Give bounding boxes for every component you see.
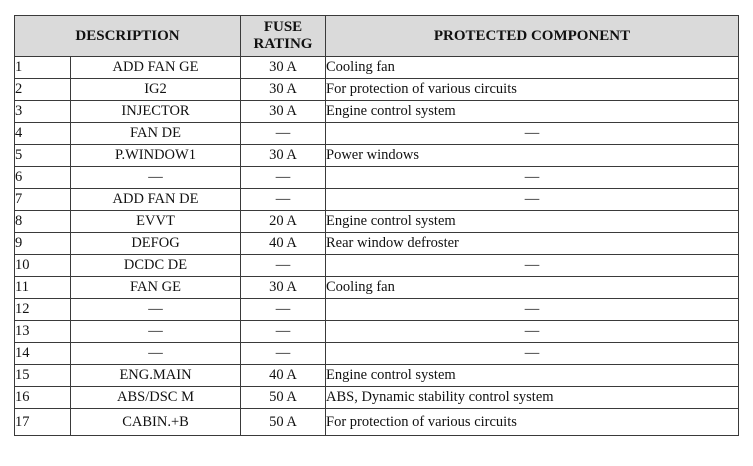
protected-component: — xyxy=(326,255,739,277)
table-row xyxy=(15,233,739,255)
protected-component: Rear window defroster xyxy=(326,233,739,255)
fuse-number: 16 xyxy=(15,387,71,409)
table-row xyxy=(15,167,739,189)
fuse-description: IG2 xyxy=(71,79,241,101)
fuse-description: FAN GE xyxy=(71,277,241,299)
fuse-rating: — xyxy=(241,255,326,277)
protected-component: Engine control system xyxy=(326,365,739,387)
table-row xyxy=(15,343,739,365)
table-row xyxy=(15,101,739,123)
fuse-description: DEFOG xyxy=(71,233,241,255)
fuse-description: ADD FAN GE xyxy=(71,57,241,79)
fuse-number: 13 xyxy=(15,321,71,343)
fuse-number: 8 xyxy=(15,211,71,233)
protected-component: ABS, Dynamic stability control system xyxy=(326,387,739,409)
table-row xyxy=(15,255,739,277)
fuse-number: 3 xyxy=(15,101,71,123)
header-rating-line2: RATING xyxy=(253,36,313,52)
protected-component: — xyxy=(326,123,739,145)
fuse-description: DCDC DE xyxy=(71,255,241,277)
fuse-description: FAN DE xyxy=(71,123,241,145)
fuse-rating: — xyxy=(241,167,326,189)
table-row xyxy=(15,409,739,436)
header-rating-line1: FUSE xyxy=(263,19,303,35)
fuse-rating: 50 A xyxy=(241,409,326,436)
fuse-description: — xyxy=(71,321,241,343)
fuse-number: 1 xyxy=(15,57,71,79)
fuse-rating: — xyxy=(241,343,326,365)
fuse-description: CABIN.+B xyxy=(71,409,241,436)
fuse-description: INJECTOR xyxy=(71,101,241,123)
fuse-rating: 30 A xyxy=(241,101,326,123)
table-row xyxy=(15,211,739,233)
table-row xyxy=(15,277,739,299)
protected-component: Cooling fan xyxy=(326,277,739,299)
table-row xyxy=(15,299,739,321)
protected-component: — xyxy=(326,189,739,211)
fuse-description: P.WINDOW1 xyxy=(71,145,241,167)
fuse-number: 15 xyxy=(15,365,71,387)
header-fuse-rating xyxy=(241,16,326,57)
fuse-number: 11 xyxy=(15,277,71,299)
protected-component: — xyxy=(326,167,739,189)
fuse-rating: — xyxy=(241,299,326,321)
fuse-rating: — xyxy=(241,321,326,343)
fuse-description: — xyxy=(71,343,241,365)
fuse-description: ENG.MAIN xyxy=(71,365,241,387)
table-row xyxy=(15,145,739,167)
protected-component: — xyxy=(326,299,739,321)
table-row xyxy=(15,365,739,387)
fuse-number: 9 xyxy=(15,233,71,255)
fuse-table-body xyxy=(15,57,739,436)
fuse-number: 12 xyxy=(15,299,71,321)
fuse-rating: — xyxy=(241,123,326,145)
fuse-number: 10 xyxy=(15,255,71,277)
table-row xyxy=(15,189,739,211)
table-row xyxy=(15,57,739,79)
fuse-number: 7 xyxy=(15,189,71,211)
fuse-rating: 30 A xyxy=(241,277,326,299)
fuse-description: ABS/DSC M xyxy=(71,387,241,409)
fuse-description: EVVT xyxy=(71,211,241,233)
fuse-rating: 40 A xyxy=(241,365,326,387)
fuse-number: 2 xyxy=(15,79,71,101)
header-description: DESCRIPTION xyxy=(15,16,241,57)
fuse-rating: 50 A xyxy=(241,387,326,409)
header-row xyxy=(15,16,739,57)
table-row xyxy=(15,123,739,145)
protected-component: Engine control system xyxy=(326,101,739,123)
fuse-number: 6 xyxy=(15,167,71,189)
fuse-rating: 30 A xyxy=(241,145,326,167)
protected-component: — xyxy=(326,343,739,365)
fuse-description: — xyxy=(71,167,241,189)
fuse-rating: 30 A xyxy=(241,79,326,101)
table-row xyxy=(15,387,739,409)
header-protected-component: PROTECTED COMPONENT xyxy=(326,16,739,57)
fuse-table-header xyxy=(15,16,739,57)
fuse-rating: — xyxy=(241,189,326,211)
fuse-rating: 40 A xyxy=(241,233,326,255)
fuse-rating: 20 A xyxy=(241,211,326,233)
table-row xyxy=(15,79,739,101)
fuse-table xyxy=(14,15,739,436)
fuse-number: 5 xyxy=(15,145,71,167)
fuse-number: 17 xyxy=(15,409,71,436)
fuse-number: 4 xyxy=(15,123,71,145)
fuse-description: ADD FAN DE xyxy=(71,189,241,211)
protected-component: For protection of various circuits xyxy=(326,409,739,436)
fuse-description: — xyxy=(71,299,241,321)
protected-component: — xyxy=(326,321,739,343)
fuse-number: 14 xyxy=(15,343,71,365)
protected-component: Cooling fan xyxy=(326,57,739,79)
table-row xyxy=(15,321,739,343)
protected-component: Power windows xyxy=(326,145,739,167)
protected-component: Engine control system xyxy=(326,211,739,233)
protected-component: For protection of various circuits xyxy=(326,79,739,101)
fuse-rating: 30 A xyxy=(241,57,326,79)
